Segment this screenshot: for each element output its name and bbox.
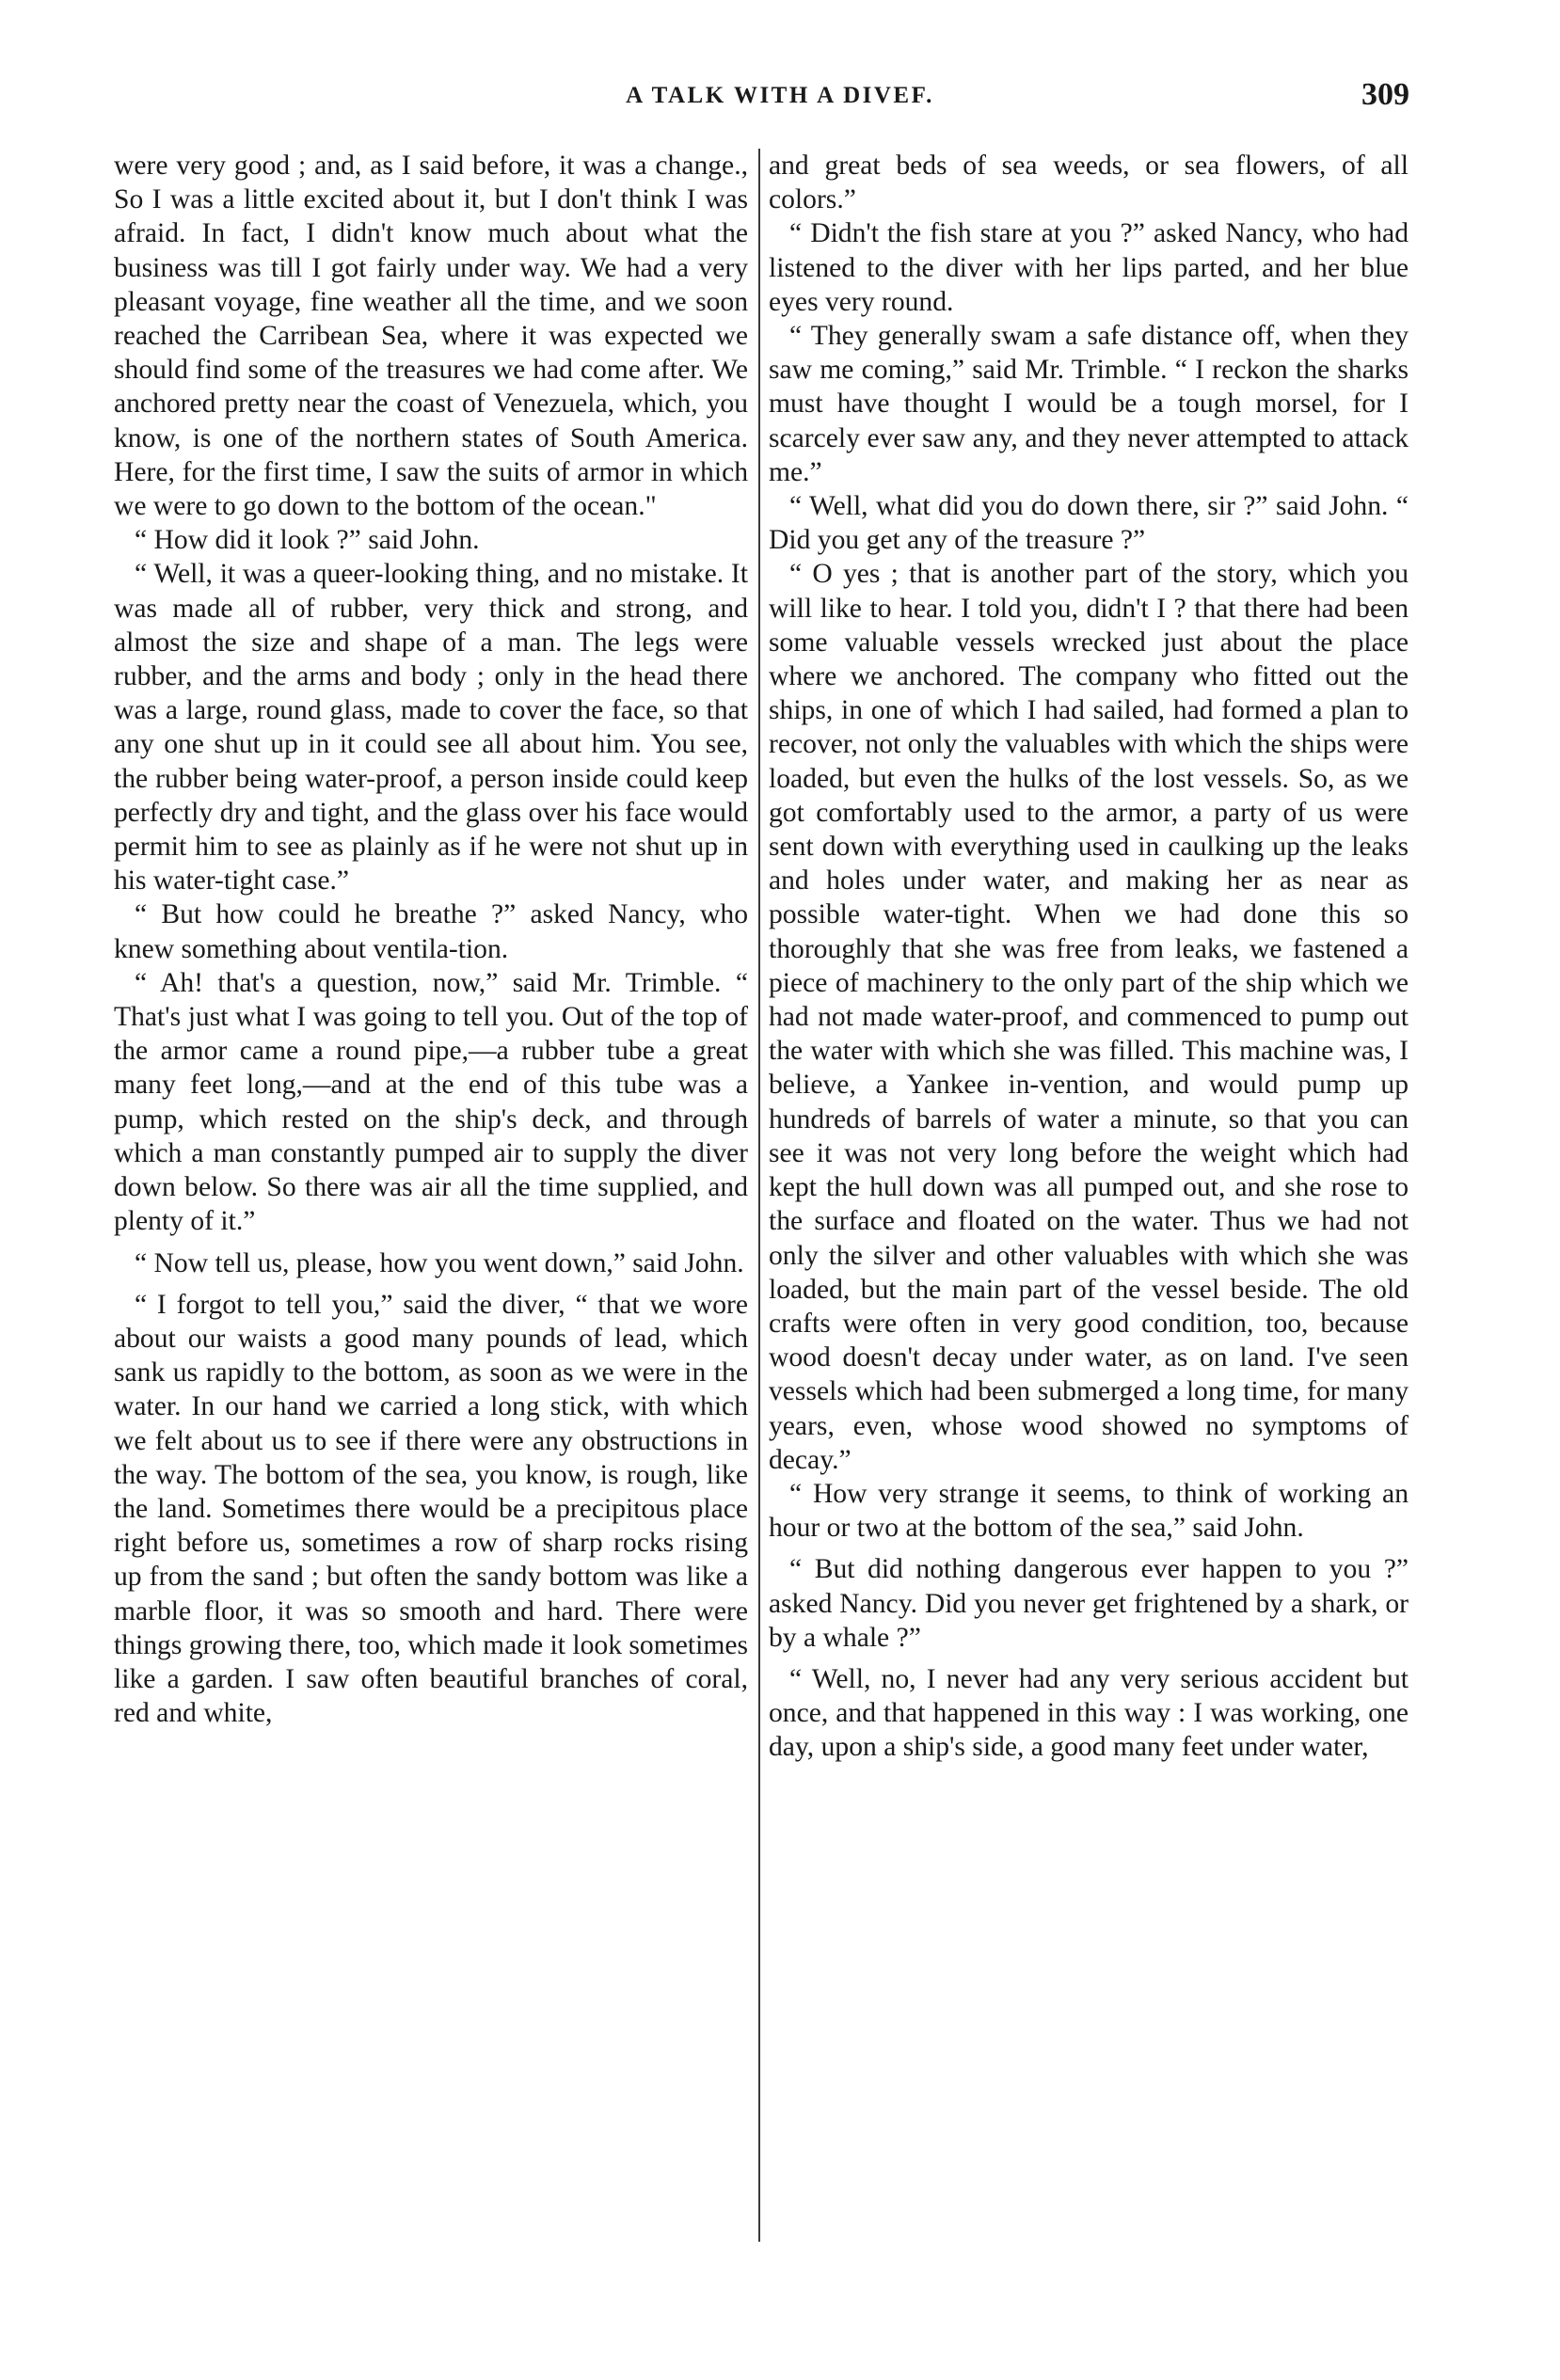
paragraph: “ Well, what did you do down there, sir ?” said John. “ Did you get any of the treasure ?” bbox=[769, 491, 1409, 556]
paragraph: “ How did it look ?” said John. bbox=[135, 525, 480, 556]
paragraph: “ How very strange it seems, to think of working an hour or two at the bottom of the sea,” said John. bbox=[769, 1478, 1409, 1544]
left-column bbox=[114, 149, 748, 1730]
right-column bbox=[769, 149, 1409, 1765]
paragraph: “ But how could he breathe ?” asked Nancy, who knew something about ventila-tion. bbox=[114, 899, 748, 964]
paragraph: and great beds of sea weeds, or sea flowers, of all colors.” bbox=[769, 151, 1409, 215]
column-divider bbox=[758, 149, 760, 2242]
paragraph: “ Didn't the fish stare at you ?” asked Nancy, who had listened to the diver with her lips parted, and her blue eyes very round. bbox=[769, 218, 1409, 317]
running-title: A TALK WITH A DIVEF. bbox=[626, 83, 934, 108]
paragraph: “ Now tell us, please, how you went down,” said John. bbox=[135, 1247, 744, 1278]
running-head bbox=[0, 79, 1560, 117]
paragraph: “ I forgot to tell you,” said the diver, “ that we wore about our waists a good many pounds of lead, which sank us rapidly to the bottom, as soon as we were in the water. In our hand we carried a long stick, with which we felt about us to see if there were any obstructions in the way. The bottom of the sea, you know, is rough, like the land. Sometimes there would be a precipitous place right before us, sometimes a row of sharp rocks rising up from the sand ; but often the sandy bottom was like a marble floor, it was so smooth and hard. There were things growing there, too, which made it look sometimes like a garden. I saw often beautiful branches of coral, red and white, bbox=[114, 1289, 748, 1729]
paragraph: “ O yes ; that is another part of the story, which you will like to hear. I told you, didn't I ? that there had been some valuable vessels wrecked just about the place where we anchored. The company who fitted out the ships, in one of which I had sailed, had formed a plan to recover, not only the valuables with which the ships were loaded, but even the hulks of the lost vessels. So, as we got comfortably used to the armor, a party of us were sent down with everything used in caulking up the leaks and holes under water, and making her as near as possible water-tight. When we had done this so thoroughly that she was free from leaks, we fastened a piece of machinery to the only part of the ship which we had not made water-proof, and commenced to pump out the water with which she was filled. This machine was, I believe, a Yankee in-vention, and would pump up hundreds of barrels of water a minute, so that you can see it was not very long before the weight which had kept the hull down was all pumped out, and she rose to the surface and floated on the water. Thus we had not only the silver and other valuables with which she was loaded, but the main part of the vessel beside. The old crafts were often in very good condition, too, because wood doesn't decay under water, as on land. I've seen vessels which had been submerged a long time, for many years, even, whose wood showed no symptoms of decay.” bbox=[769, 559, 1409, 1475]
paragraph: “ Well, it was a queer-looking thing, and no mistake. It was made all of rubber, very thick and strong, and almost the size and shape of a man. The legs were rubber, and the arms and body ; only in the head there was a large, round glass, made to cover the face, so that any one shut up in it could see all about him. You see, the rubber being water-proof, a person inside could keep perfectly dry and tight, and the glass over his face would permit him to see as plainly as if he were not shut up in his water-tight case.” bbox=[114, 559, 748, 896]
page-number: 309 bbox=[1361, 77, 1409, 112]
paragraph: “ Ah! that's a question, now,” said Mr. Trimble. “ That's just what I was going to tell you. Out of the top of the armor came a round pipe,—a rubber tube a great many feet long,—and at the end of this tube was a pump, which rested on the ship's deck, and through which a man constantly pumped air to supply the diver down below. So there was air all the time supplied, and plenty of it.” bbox=[114, 967, 748, 1237]
paragraph: were very good ; and, as I said before, it was a change., So I was a little excited about it, but I don't think I was afraid. In fact, I didn't know much about what the business was till I got fairly under way. We had a very pleasant voyage, fine weather all the time, and we soon reached the Carribean Sea, where it was expected we should find some of the treasures we had come after. We anchored pretty near the coast of Venezuela, which, you know, is one of the northern states of South America. Here, for the first time, I saw the suits of armor in which we were to go down to the bottom of the ocean." bbox=[114, 151, 748, 522]
paragraph: “ Well, no, I never had any very serious accident but once, and that happened in this way : I was working, one day, upon a ship's side, a good many feet under water, bbox=[769, 1663, 1409, 1763]
paragraph: “ But did nothing dangerous ever happen to you ?” asked Nancy. Did you never get frightened by a shark, or by a whale ?” bbox=[769, 1554, 1409, 1653]
paragraph: “ They generally swam a safe distance off, when they saw me coming,” said Mr. Trimble. “ I reckon the sharks must have thought I would be a tough morsel, for I scarcely ever saw any, and they never attempted to attack me.” bbox=[769, 321, 1409, 487]
